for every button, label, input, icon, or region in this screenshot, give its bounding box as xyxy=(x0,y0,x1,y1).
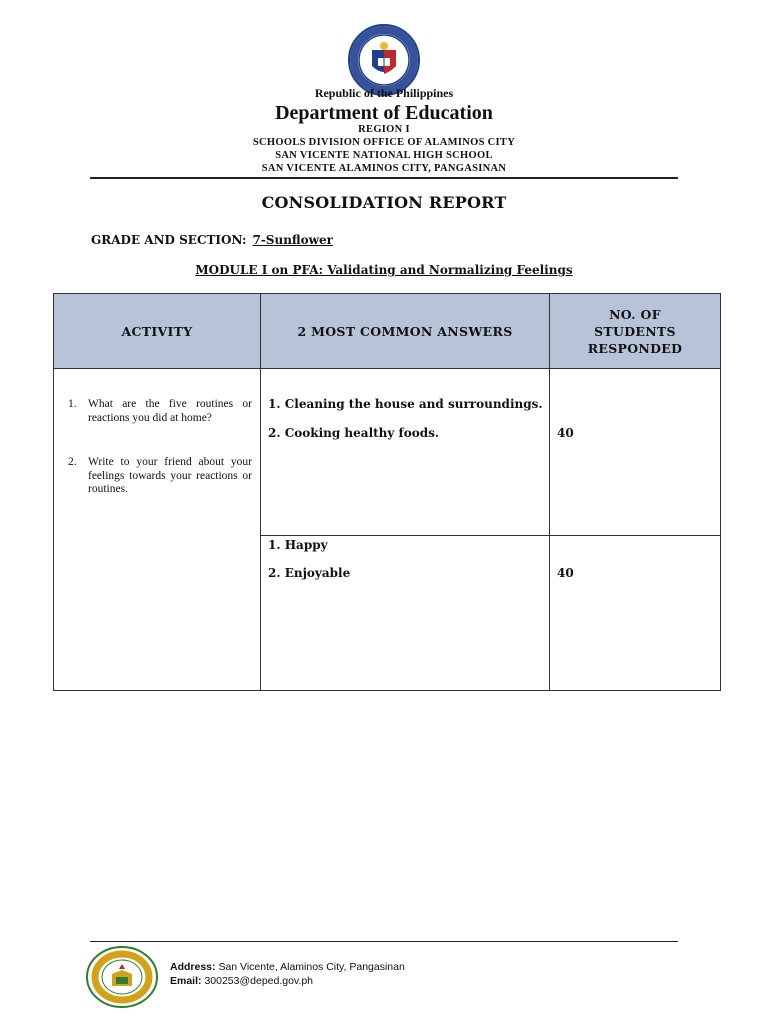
module-title: MODULE I on PFA: Validating and Normalizing Feelings xyxy=(195,263,573,277)
email-label: Email: xyxy=(170,975,202,987)
activity-number: 1. xyxy=(68,398,77,410)
email-line xyxy=(170,974,405,988)
student-count: 40 xyxy=(557,566,574,580)
header-common-answers: 2 MOST COMMON ANSWERS xyxy=(261,294,550,369)
activity-number: 2. xyxy=(68,456,77,468)
answers-cell xyxy=(261,369,550,536)
address-value: San Vicente, Alaminos City, Pangasinan xyxy=(218,961,405,973)
header-divider xyxy=(90,177,678,179)
list-item xyxy=(54,398,260,425)
grade-section-value: 7-Sunflower xyxy=(252,233,333,247)
count-cell xyxy=(550,369,721,536)
list-item xyxy=(54,456,260,497)
school-heading: SAN VICENTE NATIONAL HIGH SCHOOL xyxy=(275,150,493,161)
grade-section-line xyxy=(91,233,333,247)
answer-item: 2. Enjoyable xyxy=(268,566,351,580)
republic-heading: Republic of the Philippines xyxy=(314,86,454,100)
answer-item: 1. Cleaning the house and surroundings. xyxy=(268,397,543,411)
report-title: CONSOLIDATION REPORT xyxy=(261,193,507,212)
activity-list xyxy=(54,398,260,497)
email-value: 300253@deped.gov.ph xyxy=(204,975,313,987)
address-line xyxy=(170,960,405,974)
header-students-responded xyxy=(550,294,721,369)
address-label: Address: xyxy=(170,961,216,973)
location-heading: SAN VICENTE ALAMINOS CITY, PANGASINAN xyxy=(261,163,507,174)
school-logo xyxy=(86,946,158,1008)
header-students-responded-label: NO. OF STUDENTS RESPONDED xyxy=(587,306,683,356)
student-count: 40 xyxy=(557,426,574,440)
consolidation-table xyxy=(53,293,721,691)
activity-text: What are the five routines or reactions you did at home? xyxy=(88,398,252,424)
table-header-row xyxy=(54,294,721,369)
table-row xyxy=(54,369,721,536)
answers-cell xyxy=(261,536,550,691)
header-activity: ACTIVITY xyxy=(54,294,261,369)
department-heading: Department of Education xyxy=(275,102,493,124)
footer-address-block xyxy=(170,960,405,988)
count-cell xyxy=(550,536,721,691)
answer-item: 2. Cooking healthy foods. xyxy=(268,426,440,440)
activity-cell xyxy=(54,369,261,691)
region-heading: REGION I xyxy=(358,124,410,135)
answer-item: 1. Happy xyxy=(268,538,328,552)
activity-text: Write to your friend about your feelings towards your reactions or routines. xyxy=(88,456,252,495)
grade-section-label: GRADE AND SECTION: xyxy=(91,233,247,247)
division-heading: SCHOOLS DIVISION OFFICE OF ALAMINOS CITY xyxy=(252,137,516,148)
footer-divider xyxy=(90,941,678,942)
